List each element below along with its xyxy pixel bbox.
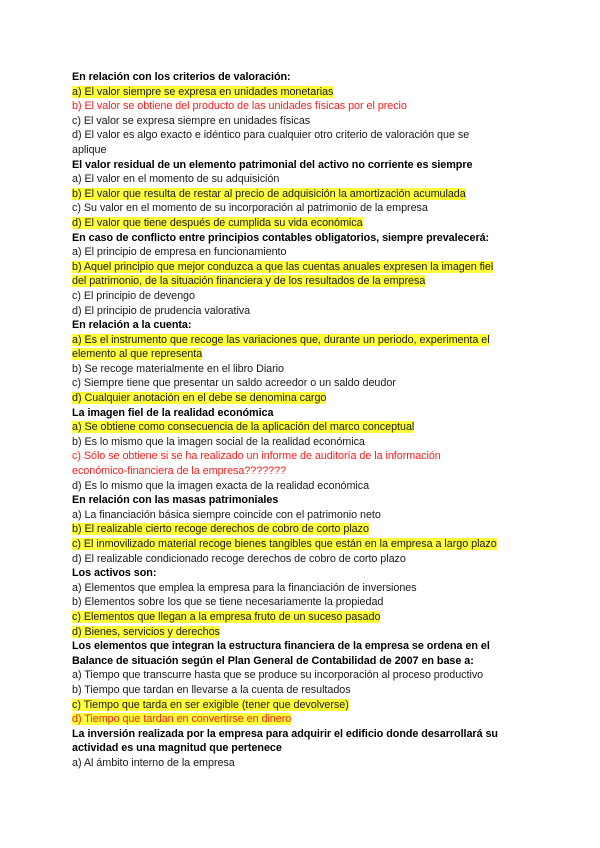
question-heading	[72, 639, 522, 654]
answer-option	[72, 216, 522, 231]
answer-option	[72, 712, 522, 727]
answer-text: b) Elementos sobre los que se tiene necesariamente la propiedad	[72, 596, 384, 609]
answer-option	[72, 625, 522, 640]
answer-option	[72, 85, 522, 100]
highlighted-answer-text: c) El inmovilizado material recoge bienes tangibles que están en la empresa a largo plazo	[72, 538, 497, 550]
answer-text: c) El valor se expresa siempre en unidades físicas	[72, 114, 311, 127]
answer-option	[72, 143, 522, 158]
answer-option	[72, 581, 522, 596]
answer-option	[72, 537, 522, 552]
answer-option	[72, 304, 522, 319]
answer-text: a) La financiación básica siempre coincide con el patrimonio neto	[72, 508, 381, 521]
answer-option	[72, 683, 522, 698]
answer-option	[72, 756, 522, 771]
highlighted-answer-text: del patrimonio, de la situación financiera y de los resultados de la empresa	[72, 275, 426, 288]
answer-text: a) Elementos que emplea la empresa para la financiación de inversiones	[72, 581, 417, 594]
answer-text: b) Tiempo que tardan en llevarse a la cuenta de resultados	[72, 683, 351, 696]
answer-option	[72, 698, 522, 713]
answer-text: económico-financiera de la empresa???????	[72, 465, 287, 478]
answer-text: a) Al ámbito interno de la empresa	[72, 756, 235, 769]
answer-option	[72, 289, 522, 304]
question-heading	[72, 158, 522, 173]
answer-text: d) El principio de prudencia valorativa	[72, 304, 251, 317]
question-heading	[72, 231, 522, 246]
question-text: La imagen fiel de la realidad económica	[72, 406, 274, 419]
question-heading	[72, 70, 522, 85]
answer-text: c) Siempre tiene que presentar un saldo acreedor o un saldo deudor	[72, 377, 396, 390]
answer-option	[72, 508, 522, 523]
answer-text: b) El valor se obtiene del producto de las unidades físicas por el precio	[72, 100, 407, 113]
answer-option	[72, 522, 522, 537]
highlighted-answer-text: d) Cualquier anotación en el debe se denomina cargo	[72, 392, 327, 405]
question-heading	[72, 727, 522, 742]
answer-text: c) Sólo se obtiene si se ha realizado un informe de auditoría de la información	[72, 450, 441, 463]
quiz-content	[72, 70, 522, 771]
question-text: En relación con las masas patrimoniales	[72, 494, 279, 507]
answer-option	[72, 464, 522, 479]
answer-text: d) El valor es algo exacto e idéntico para cualquier otro criterio de valoración que se	[72, 129, 470, 142]
question-text: Los activos son:	[72, 567, 157, 580]
answer-text: a) Tiempo que transcurre hasta que se produce su incorporación al proceso productivo	[72, 669, 484, 682]
highlighted-answer-text: b) El valor que resulta de restar al precio de adquisición la amortización acumulada	[72, 187, 466, 200]
highlighted-answer-text: d) Tiempo que tardan en convertirse en dinero	[72, 713, 292, 726]
answer-option	[72, 347, 522, 362]
answer-text: c) El principio de devengo	[72, 289, 195, 302]
question-heading	[72, 654, 522, 669]
question-text: En caso de conflicto entre principios contables obligatorios, siempre prevalecerá:	[72, 231, 490, 244]
question-heading	[72, 566, 522, 581]
question-heading	[72, 493, 522, 508]
answer-text: d) El realizable condicionado recoge derechos de cobro de corto plazo	[72, 552, 406, 565]
highlighted-answer-text: a) Se obtiene como consecuencia de la aplicación del marco conceptual	[72, 421, 415, 434]
answer-option	[72, 201, 522, 216]
answer-option	[72, 420, 522, 435]
answer-option	[72, 260, 522, 275]
answer-option	[72, 187, 522, 202]
answer-text: d) Es lo mismo que la imagen exacta de la realidad económica	[72, 479, 370, 492]
highlighted-answer-text: d) El valor que tiene después de cumplida su vida económica	[72, 216, 363, 229]
question-text: Los elementos que integran la estructura financiera de la empresa se ordena en el	[72, 640, 490, 653]
answer-option	[72, 362, 522, 377]
question-text: actividad es una magnitud que pertenece	[72, 742, 282, 755]
answer-option	[72, 595, 522, 610]
answer-option	[72, 391, 522, 406]
answer-text: c) Su valor en el momento de su incorporación al patrimonio de la empresa	[72, 202, 428, 215]
highlighted-answer-text: a) Es el instrumento que recoge las variaciones que, durante un periodo, experimenta el	[72, 333, 490, 346]
answer-option	[72, 610, 522, 625]
answer-option	[72, 245, 522, 260]
highlighted-answer-text: b) El realizable cierto recoge derechos de cobro de corto plazo	[72, 523, 369, 536]
answer-text: b) Es lo mismo que la imagen social de la realidad económica	[72, 435, 365, 448]
answer-option	[72, 376, 522, 391]
question-text: Balance de situación según el Plan General de Contabilidad de 2007 en base a:	[72, 654, 474, 667]
answer-option	[72, 172, 522, 187]
question-heading	[72, 318, 522, 333]
question-text: En relación a la cuenta:	[72, 319, 192, 332]
answer-text: b) Se recoge materialmente en el libro Diario	[72, 362, 284, 375]
highlighted-answer-text: b) Aquel principio que mejor conduzca a que las cuentas anuales expresen la imagen fiel	[72, 260, 494, 273]
highlighted-answer-text: c) Tiempo que tarda en ser exigible (tener que devolverse)	[72, 698, 349, 711]
answer-option	[72, 128, 522, 143]
highlighted-answer-text: a) El valor siempre se expresa en unidades monetarias	[72, 85, 334, 98]
question-text: El valor residual de un elemento patrimonial del activo no corriente es siempre	[72, 158, 473, 171]
answer-option	[72, 479, 522, 494]
question-heading	[72, 406, 522, 421]
answer-option	[72, 435, 522, 450]
highlighted-answer-text: elemento al que representa	[72, 348, 203, 361]
answer-text: a) El principio de empresa en funcionamiento	[72, 246, 287, 259]
answer-option	[72, 274, 522, 289]
highlighted-answer-text: c) Elementos que llegan a la empresa fruto de un suceso pasado	[72, 610, 381, 623]
question-heading	[72, 741, 522, 756]
answer-option	[72, 668, 522, 683]
answer-option	[72, 552, 522, 567]
answer-option	[72, 99, 522, 114]
answer-option	[72, 114, 522, 129]
answer-text: a) El valor en el momento de su adquisición	[72, 173, 280, 186]
answer-text: aplique	[72, 143, 107, 156]
highlighted-answer-text: d) Bienes, servicios y derechos	[72, 625, 220, 638]
answer-option	[72, 449, 522, 464]
question-text: En relación con los criterios de valoración:	[72, 71, 291, 83]
question-text: La inversión realizada por la empresa para adquirir el edificio donde desarrollará su	[72, 727, 498, 740]
answer-option	[72, 333, 522, 348]
